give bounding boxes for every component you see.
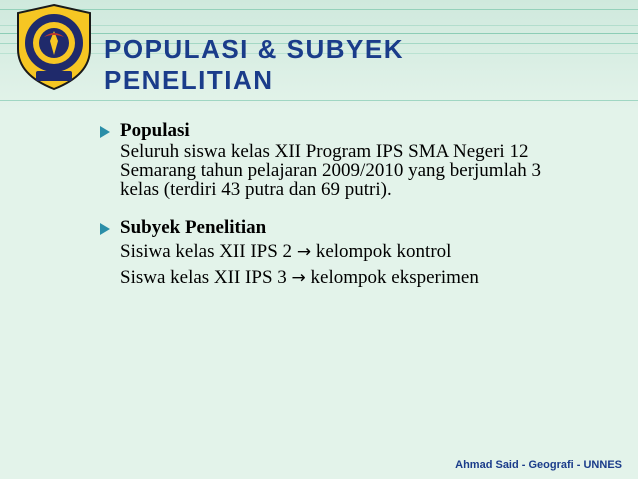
decorative-rule <box>0 100 638 101</box>
decorative-rule <box>0 25 638 26</box>
class-name: Sisiwa kelas XII IPS 2 <box>120 241 293 262</box>
section-heading: Populasi <box>120 120 190 141</box>
body-line: Seluruh siswa kelas XII Program IPS SMA Negeri 12 <box>120 141 529 162</box>
body-line: Semarang tahun pelajaran 2009/2010 yang berjumlah 3 <box>120 160 542 181</box>
slide-title <box>104 34 624 96</box>
bullet-icon <box>100 223 110 235</box>
slide-content <box>104 120 624 291</box>
footer-credit: Ahmad Said - Geografi - UNNES <box>455 459 622 471</box>
class-name: Siswa kelas XII IPS 3 <box>120 267 287 288</box>
unnes-emblem-icon <box>14 3 94 91</box>
group-name: kelompok kontrol <box>315 241 452 262</box>
body-line <box>120 239 624 265</box>
body-line <box>120 265 624 291</box>
section-populasi <box>104 120 624 199</box>
title-line-2: PENELITIAN <box>104 65 274 95</box>
section-heading: Subyek Penelitian <box>120 217 267 238</box>
section-subyek-penelitian <box>104 217 624 291</box>
bullet-icon <box>100 126 110 138</box>
decorative-rule <box>0 9 638 10</box>
arrow-right-icon: → <box>291 268 306 288</box>
arrow-right-icon: → <box>296 242 312 262</box>
body-line: kelas (terdiri 43 putra dan 69 putri). <box>120 179 392 200</box>
group-name: kelompok eksperimen <box>310 267 479 288</box>
title-line-1: POPULASI & SUBYEK <box>104 34 404 64</box>
